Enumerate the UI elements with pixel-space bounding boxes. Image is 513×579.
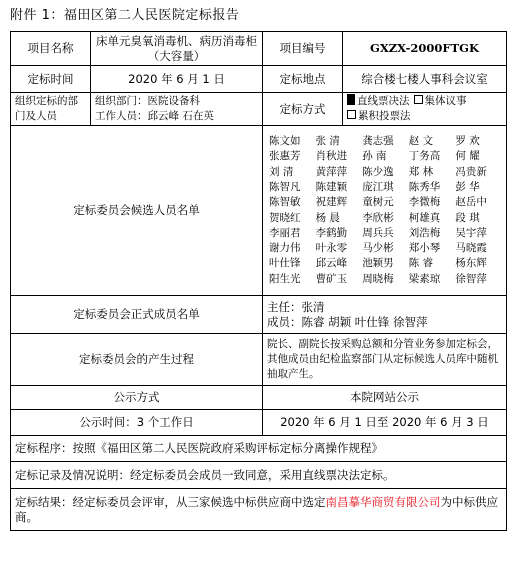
candidate-name: 何 耀 [455, 150, 480, 163]
process-label: 定标委员会的产生过程 [11, 334, 263, 386]
candidate-name: 陈文如 [269, 135, 301, 148]
candidate-name: 赵岳中 [455, 196, 487, 209]
candidates-cell [263, 126, 507, 296]
method-option-line: 直线票决法 [357, 95, 410, 107]
record-row [11, 462, 507, 489]
procedure-row [11, 436, 507, 462]
project-no-label: 项目编号 [263, 32, 343, 66]
candidates-label: 定标委员会候选人员名单 [11, 126, 263, 296]
candidate-name: 杨 晨 [315, 211, 340, 224]
candidate-name: 谢力伟 [269, 242, 301, 255]
candidate-name: 李欣彬 [362, 211, 394, 224]
procedure-text: 定标程序：按照《福田区第二人民医院政府采购评标定标分离操作规程》 [11, 436, 507, 462]
candidate-name: 马少彬 [362, 242, 394, 255]
candidate-name: 陈 睿 [408, 257, 434, 270]
candidate-name: 吴宇萍 [455, 226, 487, 239]
members-cell [263, 296, 507, 334]
candidate-name: 肖秋进 [315, 150, 348, 163]
project-no-value: GXZX-2000FTGK [343, 32, 507, 66]
candidate-name: 郑 林 [408, 165, 434, 178]
candidate-name: 孙 南 [362, 150, 387, 163]
candidate-name: 陈智凡 [269, 180, 301, 193]
result-company: 南昌摹华商贸有限公司 [325, 494, 441, 509]
candidate-name: 周兵兵 [362, 226, 394, 239]
org-row [11, 93, 507, 126]
candidate-name: 张惠芳 [269, 150, 301, 163]
org-cell [91, 93, 263, 126]
candidate-name: 李鹤勤 [315, 226, 348, 239]
org-label: 组织定标的部门及人员 [11, 93, 91, 126]
candidate-name: 庞江琪 [362, 180, 394, 193]
candidate-name: 罗 欢 [455, 135, 480, 148]
candidate-name: 柯雄真 [408, 211, 441, 224]
candidate-name: 贺晓红 [269, 211, 301, 224]
candidate-name: 杨东辉 [455, 257, 487, 270]
candidate-name: 马晓霞 [455, 242, 487, 255]
unchecked-box-icon [414, 95, 423, 104]
candidate-name: 陈智敏 [269, 196, 301, 209]
checked-box-icon [347, 94, 355, 105]
place-label: 定标地点 [263, 66, 343, 93]
candidate-name: 黄萍萍 [315, 165, 348, 178]
time-label: 定标时间 [11, 66, 91, 93]
candidate-name: 刘 清 [269, 165, 294, 178]
publicity-time-value: 2020 年 6 月 1 日至 2020 年 6 月 3 日 [263, 410, 507, 436]
report-title: 附件 1：福田区第二人民医院定标报告 [10, 8, 240, 23]
candidate-name: 丁务高 [408, 150, 441, 163]
candidates-grid [269, 132, 500, 289]
method-option-cumulative: 累积投票法 [358, 110, 411, 122]
unchecked-box-icon [347, 110, 356, 119]
candidate-name: 徐智萍 [455, 272, 487, 285]
candidate-name: 池颖男 [362, 257, 394, 270]
publicity-method-row [11, 386, 507, 410]
project-row [11, 32, 507, 66]
candidate-name: 李微梅 [408, 196, 441, 209]
candidate-name: 叶永零 [315, 242, 348, 255]
candidate-name: 邱云峰 [315, 257, 348, 270]
result-row [11, 489, 507, 531]
candidate-name: 陈建颖 [315, 180, 348, 193]
project-name-label: 项目名称 [11, 32, 91, 66]
publicity-time-label: 公示时间：3 个工作日 [11, 410, 263, 436]
candidate-name: 彭 华 [455, 180, 480, 193]
result-suffix: 为中标供应商。 [15, 494, 498, 524]
members-chair: 主任：张清 [267, 299, 325, 314]
candidate-name: 阳生光 [269, 272, 301, 285]
members-list: 成员：陈睿 胡颖 叶仕锋 徐智萍 [267, 314, 428, 329]
publicity-time-row [11, 410, 507, 436]
org-staff: 工作人员：邱云峰 石在英 [95, 110, 214, 122]
candidate-name: 周晓梅 [362, 272, 394, 285]
candidate-name: 梁素琼 [408, 272, 441, 285]
method-options [343, 93, 507, 126]
candidate-name: 赵 文 [408, 135, 434, 148]
report-table [10, 31, 507, 531]
result-cell [11, 489, 507, 531]
process-text: 院长、副院长按采购总额和分管业务参加定标会，其他成员由纪检监察部门从定标候选人员库中随机抽取产生。 [263, 334, 507, 386]
org-dept: 组织部门：医院设备科 [95, 95, 200, 107]
candidate-name: 刘浩梅 [408, 226, 441, 239]
candidate-name: 曹矿玉 [315, 272, 348, 285]
process-row [11, 334, 507, 386]
members-row [11, 296, 507, 334]
candidate-name: 李丽君 [269, 226, 301, 239]
candidate-name: 段 琪 [455, 211, 480, 224]
candidate-name: 叶仕锋 [269, 257, 301, 270]
candidate-name: 陈秀华 [408, 180, 441, 193]
candidate-name: 童树元 [362, 196, 394, 209]
candidate-name: 龚志强 [362, 135, 394, 148]
time-value: 2020 年 6 月 1 日 [91, 66, 263, 93]
method-label: 定标方式 [263, 93, 343, 126]
place-value: 综合楼七楼人事科会议室 [343, 66, 507, 93]
candidate-name: 冯贵新 [455, 165, 487, 178]
publicity-method-label: 公示方式 [11, 386, 263, 410]
candidate-name: 祝建辉 [315, 196, 348, 209]
candidate-name: 陈少逸 [362, 165, 394, 178]
candidate-name: 张 清 [315, 135, 340, 148]
time-place-row [11, 66, 507, 93]
record-text: 定标记录及情况说明：经定标委员会成员一致同意，采用直线票决法定标。 [11, 462, 507, 489]
candidate-name: 郑小琴 [408, 242, 441, 255]
project-name-value: 床单元臭氧消毒机、病历消毒柜（大容量） [91, 32, 263, 66]
method-option-collective: 集体议事 [424, 95, 467, 107]
result-prefix: 定标结果：经定标委员会评审，从三家候选中标供应商中选定 [15, 494, 326, 509]
members-label: 定标委员会正式成员名单 [11, 296, 263, 334]
candidates-row [11, 126, 507, 296]
publicity-method-value: 本院网站公示 [263, 386, 507, 410]
